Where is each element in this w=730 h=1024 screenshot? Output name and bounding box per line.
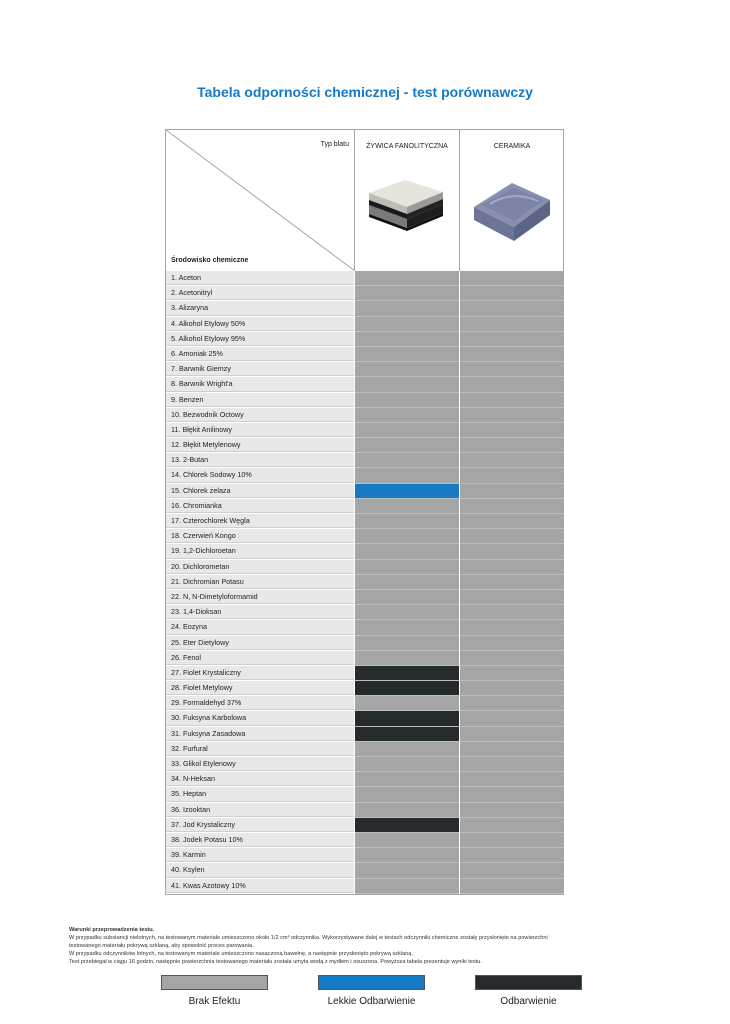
cell-ceramika xyxy=(460,468,564,483)
cell-zywica xyxy=(355,636,459,651)
row-chemical-name: 40. Ksylen xyxy=(166,863,354,877)
table-row xyxy=(166,317,563,332)
cell-ceramika xyxy=(460,772,564,787)
row-chemical-name: 11. Błękit Anilinowy xyxy=(166,423,354,437)
column-header-zywica xyxy=(354,130,459,271)
cell-zywica xyxy=(355,863,459,878)
table-row xyxy=(166,727,563,742)
cell-ceramika xyxy=(460,863,564,878)
row-chemical-name: 5. Alkohol Etylowy 95% xyxy=(166,332,354,346)
cell-zywica xyxy=(355,301,459,316)
table-row xyxy=(166,453,563,468)
table-row xyxy=(166,772,563,787)
legend-item-brak xyxy=(161,975,268,1007)
table-row xyxy=(166,362,563,377)
cell-ceramika xyxy=(460,514,564,529)
row-chemical-name: 29. Formaldehyd 37% xyxy=(166,696,354,710)
table-row xyxy=(166,347,563,362)
row-chemical-name: 41. Kwas Azotowy 10% xyxy=(166,879,354,893)
cell-zywica xyxy=(355,377,459,392)
row-chemical-name: 18. Czerwień Kongo xyxy=(166,529,354,543)
cell-ceramika xyxy=(460,848,564,863)
table-row xyxy=(166,757,563,772)
row-chemical-name: 6. Amoniak 25% xyxy=(166,347,354,361)
cell-ceramika xyxy=(460,499,564,514)
conditions-title: Warunki przeprowadzenia testu. xyxy=(69,927,155,933)
cell-ceramika xyxy=(460,560,564,575)
row-chemical-name: 15. Chlorek żelaza xyxy=(166,484,354,498)
cell-ceramika xyxy=(460,803,564,818)
row-chemical-name: 31. Fuksyna Zasadowa xyxy=(166,727,354,741)
table-row xyxy=(166,620,563,635)
row-chemical-name: 3. Alizaryna xyxy=(166,301,354,315)
table-row xyxy=(166,393,563,408)
row-chemical-name: 27. Fiolet Krystaliczny xyxy=(166,666,354,680)
cell-zywica xyxy=(355,499,459,514)
legend-item-lekkie xyxy=(318,975,425,1007)
cell-zywica xyxy=(355,529,459,544)
cell-zywica xyxy=(355,787,459,802)
cell-zywica xyxy=(355,560,459,575)
row-chemical-name: 4. Alkohol Etylowy 50% xyxy=(166,317,354,331)
table-row xyxy=(166,438,563,453)
cell-zywica xyxy=(355,742,459,757)
cell-zywica xyxy=(355,286,459,301)
table-row xyxy=(166,711,563,726)
table-row xyxy=(166,666,563,681)
cell-ceramika xyxy=(460,620,564,635)
cell-ceramika xyxy=(460,332,564,347)
conditions-line: Test przebiegał w ciągu 16 godzin, następnie powierzchnia testowanego materiału została umyta wodą z mydłem i osuszona. Powyższa tabela prezentuje wyniki testu. xyxy=(69,959,482,965)
cell-ceramika xyxy=(460,696,564,711)
cell-zywica xyxy=(355,393,459,408)
cell-zywica xyxy=(355,711,459,726)
resin-sample-image xyxy=(355,130,460,271)
cell-zywica xyxy=(355,468,459,483)
cell-zywica xyxy=(355,833,459,848)
table-row xyxy=(166,332,563,347)
cell-ceramika xyxy=(460,271,564,286)
table-row xyxy=(166,879,563,894)
conditions-line: W przypadku odczynników lotnych, na testowanym materiale umieszczono nasączoną bawełnę, a następnie przysłonięto pokrywą szklaną. xyxy=(69,951,413,957)
table-row xyxy=(166,651,563,666)
cell-zywica xyxy=(355,332,459,347)
chemical-resistance-table xyxy=(165,129,564,895)
row-chemical-name: 26. Fenol xyxy=(166,651,354,665)
cell-zywica xyxy=(355,514,459,529)
page-title: Tabela odporności chemicznej - test porównawczy xyxy=(197,84,533,100)
row-chemical-name: 37. Jod Krystaliczny xyxy=(166,818,354,832)
cell-ceramika xyxy=(460,590,564,605)
row-chemical-name: 23. 1,4-Dioksan xyxy=(166,605,354,619)
table-row xyxy=(166,848,563,863)
row-chemical-name: 17. Czterochlorek Węgla xyxy=(166,514,354,528)
row-chemical-name: 12. Błękit Metylenowy xyxy=(166,438,354,452)
cell-zywica xyxy=(355,803,459,818)
diagonal-divider xyxy=(166,130,355,271)
cell-ceramika xyxy=(460,727,564,742)
column-label-ceramika: CERAMIKA xyxy=(493,143,531,150)
legend-item-odbarwienie xyxy=(475,975,582,1007)
cell-ceramika xyxy=(460,742,564,757)
ceramic-sample-image xyxy=(460,130,565,271)
cell-zywica xyxy=(355,879,459,894)
row-chemical-name: 34. N-Heksan xyxy=(166,772,354,786)
row-chemical-name: 38. Jodek Potasu 10% xyxy=(166,833,354,847)
row-chemical-name: 32. Furfural xyxy=(166,742,354,756)
cell-ceramika xyxy=(460,317,564,332)
cell-zywica xyxy=(355,317,459,332)
row-chemical-name: 35. Heptan xyxy=(166,787,354,801)
table-row xyxy=(166,514,563,529)
cell-zywica xyxy=(355,620,459,635)
table-row xyxy=(166,590,563,605)
table-row xyxy=(166,560,563,575)
cell-zywica xyxy=(355,772,459,787)
table-row xyxy=(166,681,563,696)
cell-ceramika xyxy=(460,666,564,681)
table-row xyxy=(166,529,563,544)
cell-zywica xyxy=(355,666,459,681)
table-row xyxy=(166,499,563,514)
cell-zywica xyxy=(355,818,459,833)
cell-ceramika xyxy=(460,423,564,438)
cell-ceramika xyxy=(460,787,564,802)
cell-ceramika xyxy=(460,636,564,651)
row-chemical-name: 36. Izooktan xyxy=(166,803,354,817)
cell-ceramika xyxy=(460,757,564,772)
column-header-ceramika xyxy=(459,130,564,271)
row-chemical-name: 10. Bezwodnik Octowy xyxy=(166,408,354,422)
cell-zywica xyxy=(355,484,459,499)
table-row xyxy=(166,863,563,878)
cell-zywica xyxy=(355,681,459,696)
cell-zywica xyxy=(355,362,459,377)
table-body xyxy=(166,271,563,894)
corner-header xyxy=(166,130,355,271)
table-row xyxy=(166,408,563,423)
row-chemical-name: 16. Chromianka xyxy=(166,499,354,513)
column-label-zywica: ŻYWICA FANOLITYCZNA xyxy=(366,143,448,150)
cell-ceramika xyxy=(460,453,564,468)
cell-ceramika xyxy=(460,362,564,377)
cell-ceramika xyxy=(460,651,564,666)
row-chemical-name: 1. Aceton xyxy=(166,271,354,285)
table-row xyxy=(166,696,563,711)
cell-ceramika xyxy=(460,544,564,559)
row-chemical-name: 8. Barwnik Wright'a xyxy=(166,377,354,391)
table-row xyxy=(166,803,563,818)
cell-zywica xyxy=(355,575,459,590)
cell-zywica xyxy=(355,438,459,453)
cell-zywica xyxy=(355,605,459,620)
row-chemical-name: 24. Eozyna xyxy=(166,620,354,634)
cell-ceramika xyxy=(460,879,564,894)
cell-ceramika xyxy=(460,818,564,833)
row-chemical-name: 22. N, N-Dimetyloformamid xyxy=(166,590,354,604)
table-row xyxy=(166,787,563,802)
cell-ceramika xyxy=(460,605,564,620)
row-chemical-name: 19. 1,2-Dichloroetan xyxy=(166,544,354,558)
legend-label-brak: Brak Efektu xyxy=(188,996,241,1007)
cell-zywica xyxy=(355,544,459,559)
cell-zywica xyxy=(355,848,459,863)
row-chemical-name: 14. Chlorek Sodowy 10% xyxy=(166,468,354,482)
row-chemical-name: 9. Benzen xyxy=(166,393,354,407)
cell-ceramika xyxy=(460,438,564,453)
cell-zywica xyxy=(355,757,459,772)
cell-ceramika xyxy=(460,286,564,301)
cell-zywica xyxy=(355,590,459,605)
cell-ceramika xyxy=(460,575,564,590)
cell-ceramika xyxy=(460,711,564,726)
cell-zywica xyxy=(355,423,459,438)
table-row xyxy=(166,575,563,590)
cell-ceramika xyxy=(460,408,564,423)
corner-label-bottom: Środowisko chemiczne xyxy=(171,257,249,264)
corner-label-top: Typ blatu xyxy=(320,141,349,148)
row-chemical-name: 39. Karmin xyxy=(166,848,354,862)
cell-ceramika xyxy=(460,484,564,499)
row-chemical-name: 21. Dichromian Potasu xyxy=(166,575,354,589)
cell-ceramika xyxy=(460,377,564,392)
cell-zywica xyxy=(355,347,459,362)
legend-swatch-odbarwienie xyxy=(475,975,582,990)
legend-label-odbarwienie: Odbarwienie xyxy=(500,996,557,1007)
cell-zywica xyxy=(355,408,459,423)
row-chemical-name: 2. Acetonitryl xyxy=(166,286,354,300)
legend-swatch-lekkie xyxy=(318,975,425,990)
table-row xyxy=(166,423,563,438)
cell-zywica xyxy=(355,727,459,742)
table-row xyxy=(166,544,563,559)
cell-zywica xyxy=(355,651,459,666)
table-row xyxy=(166,484,563,499)
cell-ceramika xyxy=(460,529,564,544)
row-chemical-name: 7. Barwnik Giemzy xyxy=(166,362,354,376)
table-row xyxy=(166,377,563,392)
table-row xyxy=(166,271,563,286)
row-chemical-name: 13. 2-Butan xyxy=(166,453,354,467)
row-chemical-name: 30. Fuksyna Karbolowa xyxy=(166,711,354,725)
cell-ceramika xyxy=(460,681,564,696)
test-conditions xyxy=(69,926,669,966)
cell-zywica xyxy=(355,696,459,711)
table-row xyxy=(166,605,563,620)
table-row xyxy=(166,742,563,757)
conditions-line: W przypadku substancji nielotnych, na testowanym materiale umieszczono około 1/2 cm³ odczynnika. Wykorzystywane dalej w testach odczynniki chemiczne zostały przysłonięte na powierzchni xyxy=(69,935,548,941)
legend-label-lekkie: Lekkie Odbarwienie xyxy=(327,996,416,1007)
row-chemical-name: 28. Fiolet Metylowy xyxy=(166,681,354,695)
legend-swatch-brak xyxy=(161,975,268,990)
cell-ceramika xyxy=(460,347,564,362)
cell-zywica xyxy=(355,271,459,286)
row-chemical-name: 33. Glikol Etylenowy xyxy=(166,757,354,771)
cell-ceramika xyxy=(460,833,564,848)
row-chemical-name: 25. Eter Dietylowy xyxy=(166,636,354,650)
row-chemical-name: 20. Dichlorometan xyxy=(166,560,354,574)
cell-ceramika xyxy=(460,393,564,408)
table-row xyxy=(166,468,563,483)
cell-ceramika xyxy=(460,301,564,316)
table-row xyxy=(166,301,563,316)
table-row xyxy=(166,286,563,301)
table-row xyxy=(166,833,563,848)
conditions-line: testowanego materiału pokrywą szklaną, aby spowolnić proces parowania. xyxy=(69,943,254,949)
table-row xyxy=(166,818,563,833)
cell-zywica xyxy=(355,453,459,468)
table-row xyxy=(166,636,563,651)
